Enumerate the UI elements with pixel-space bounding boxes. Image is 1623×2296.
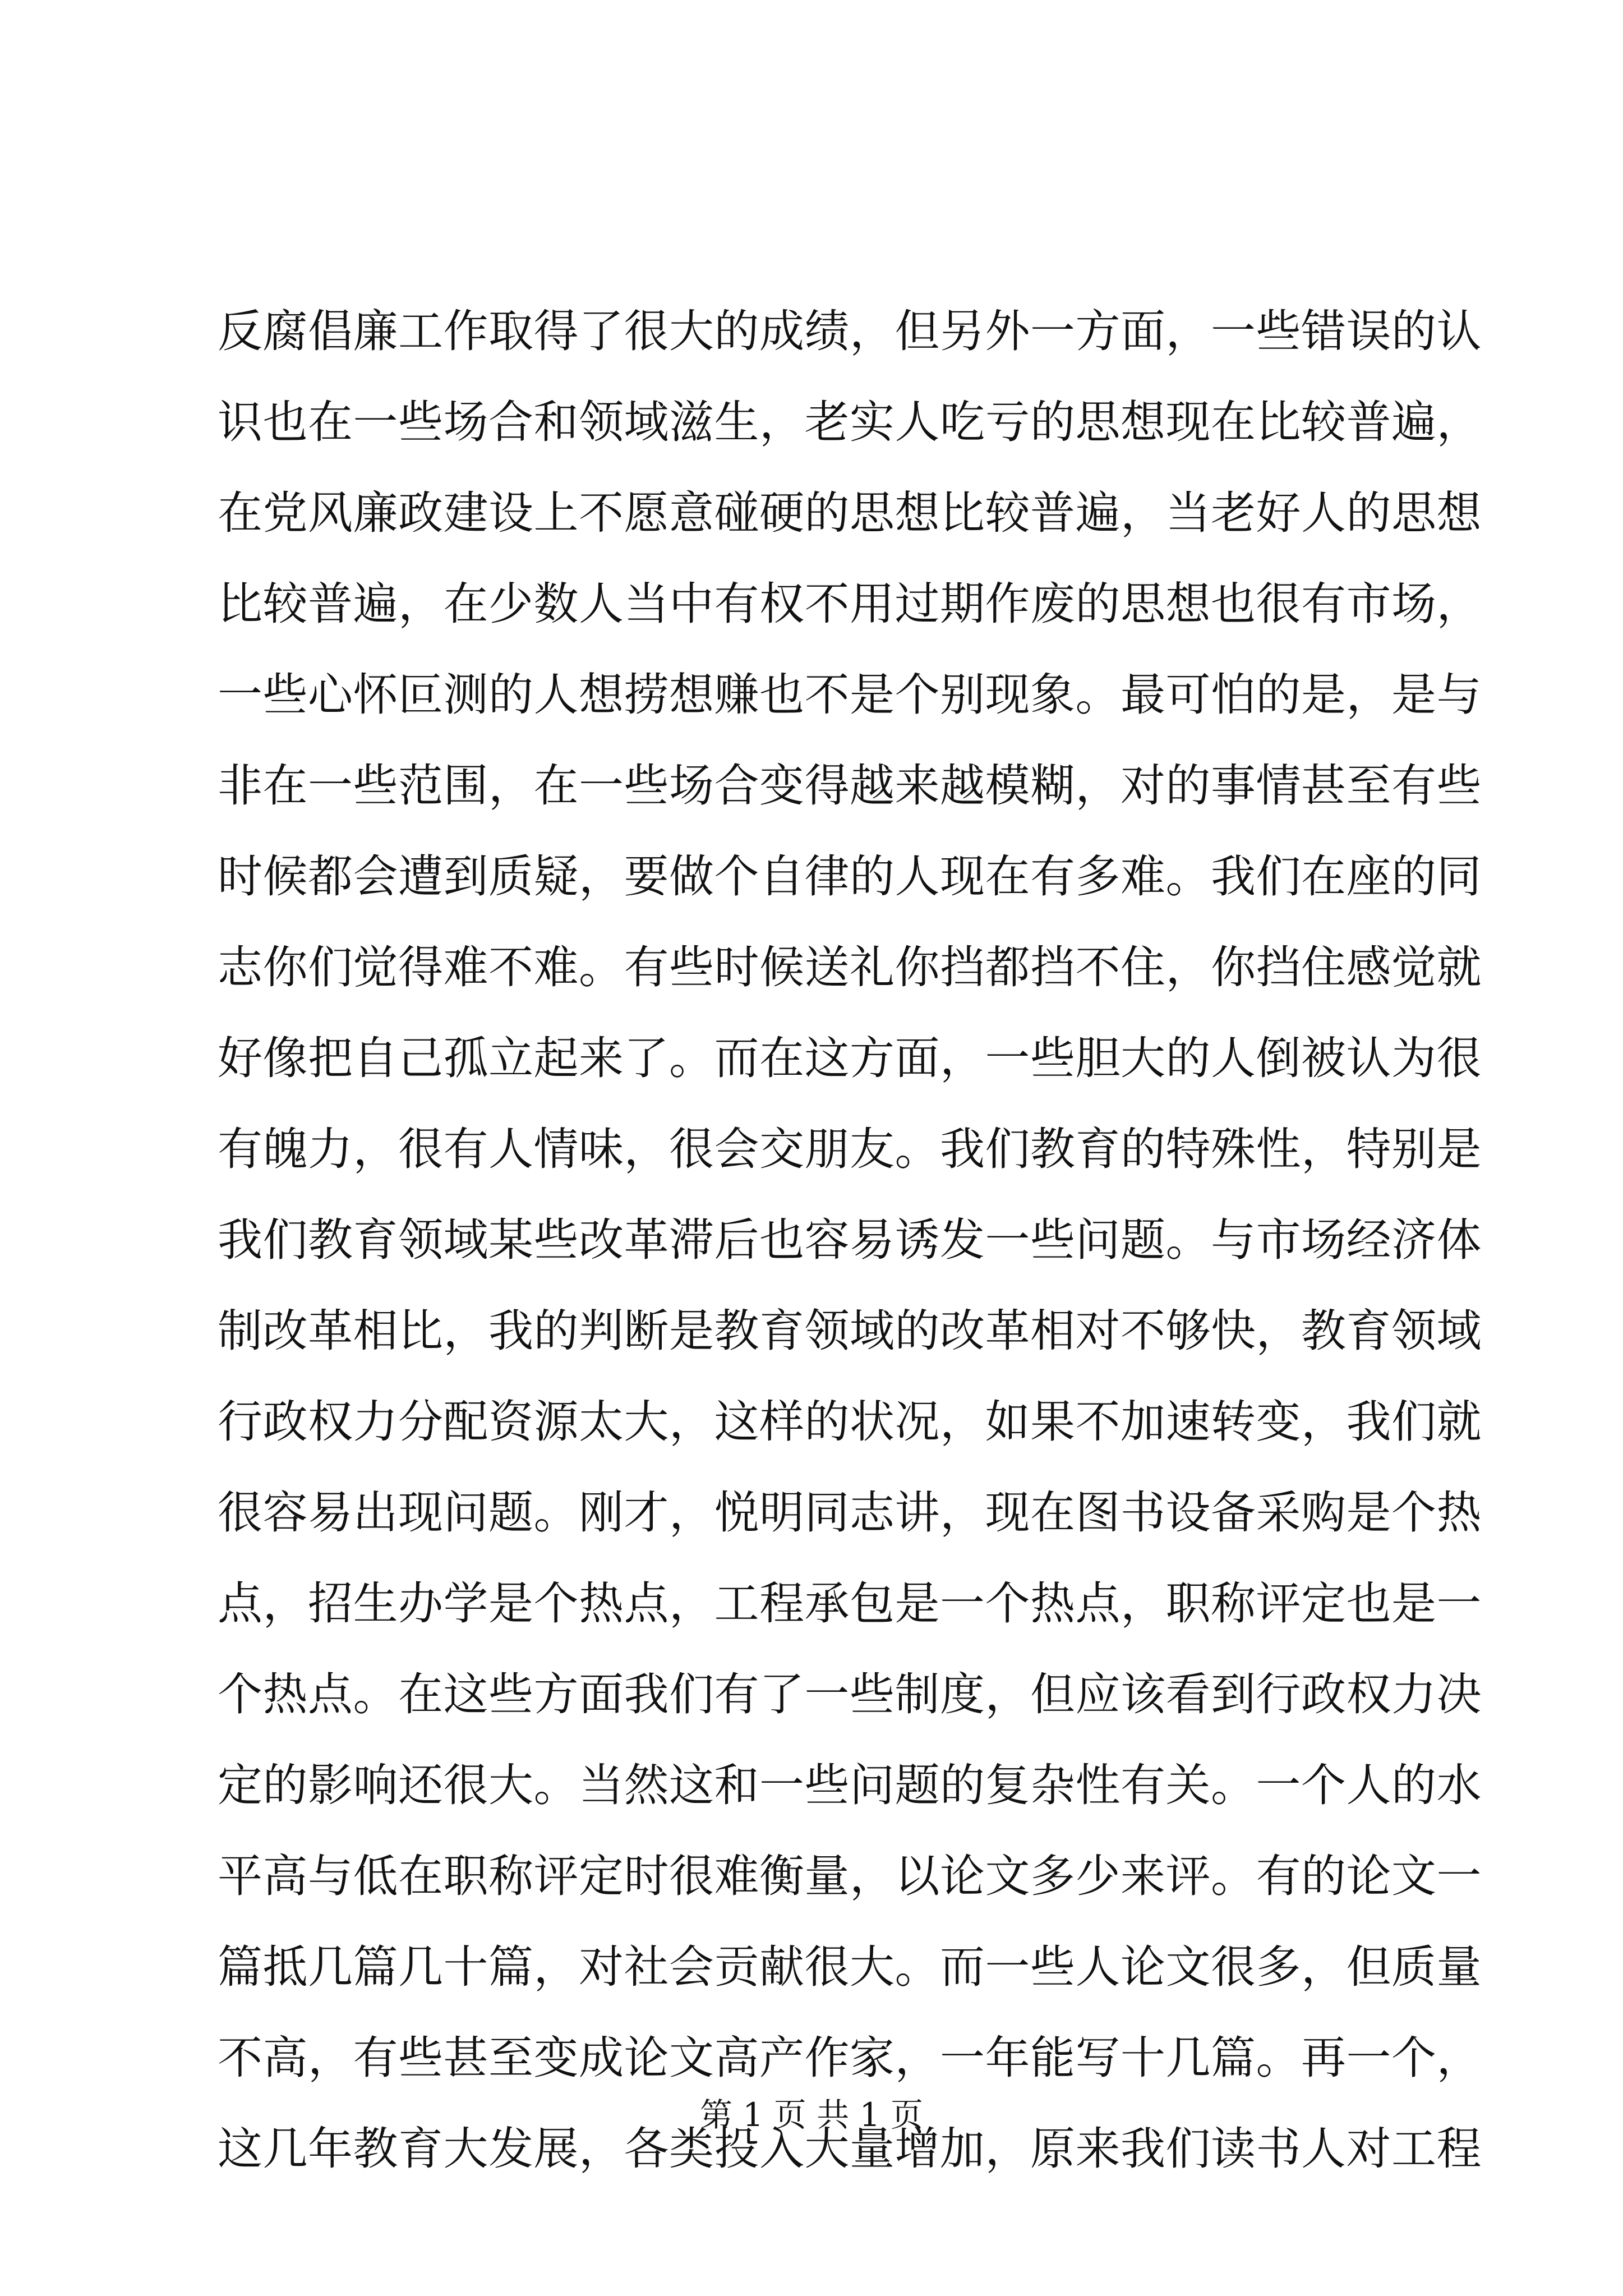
body-text-line: 一些心怀叵测的人想捞想赚也不是个别现象。最可怕的是，是与	[218, 669, 1482, 721]
body-text-line: 非在一些范围，在一些场合变得越来越模糊，对的事情甚至有些	[218, 760, 1482, 812]
body-text-line: 在党风廉政建设上不愿意碰硬的思想比较普遍，当老好人的思想	[218, 487, 1482, 539]
page-number-footer: 第 1 页 共 1 页	[700, 2096, 923, 2134]
body-text-line: 点，招生办学是个热点，工程承包是一个热点，职称评定也是一	[218, 1577, 1482, 1630]
body-text-line: 反腐倡廉工作取得了很大的成绩，但另外一方面，一些错误的认	[218, 305, 1482, 357]
body-text-line: 时候都会遭到质疑，要做个自律的人现在有多难。我们在座的同	[218, 850, 1482, 903]
body-text-line: 篇抵几篇几十篇，对社会贡献很大。而一些人论文很多，但质量	[218, 1941, 1482, 1993]
body-text-line: 志你们觉得难不难。有些时候送礼你挡都挡不住，你挡住感觉就	[218, 941, 1482, 993]
body-text-line: 这几年教育大发展，各类投入大量增加，原来我们读书人对工程	[218, 2123, 1482, 2175]
body-text-line: 行政权力分配资源太大，这样的状况，如果不加速转变，我们就	[218, 1396, 1482, 1448]
body-text-line: 比较普遍，在少数人当中有权不用过期作废的思想也很有市场，	[218, 578, 1482, 630]
body-text-line: 我们教育领域某些改革滞后也容易诱发一些问题。与市场经济体	[218, 1214, 1482, 1266]
body-text-line: 定的影响还很大。当然这和一些问题的复杂性有关。一个人的水	[218, 1759, 1482, 1811]
body-text-line: 好像把自己孤立起来了。而在这方面，一些胆大的人倒被认为很	[218, 1032, 1482, 1084]
body-text-line: 有魄力，很有人情味，很会交朋友。我们教育的特殊性，特别是	[218, 1123, 1482, 1175]
body-text-line: 很容易出现问题。刚才，悦明同志讲，现在图书设备采购是个热	[218, 1487, 1482, 1539]
document-body	[218, 286, 1482, 2194]
body-text-line: 识也在一些场合和领域滋生，老实人吃亏的思想现在比较普遍，	[218, 396, 1482, 448]
body-text-line: 制改革相比，我的判断是教育领域的改革相对不够快，教育领域	[218, 1305, 1482, 1357]
body-text-line: 不高，有些甚至变成论文高产作家，一年能写十几篇。再一个，	[218, 2032, 1482, 2084]
body-text-line: 平高与低在职称评定时很难衡量，以论文多少来评。有的论文一	[218, 1850, 1482, 1902]
body-text-line: 个热点。在这些方面我们有了一些制度，但应该看到行政权力决	[218, 1668, 1482, 1720]
